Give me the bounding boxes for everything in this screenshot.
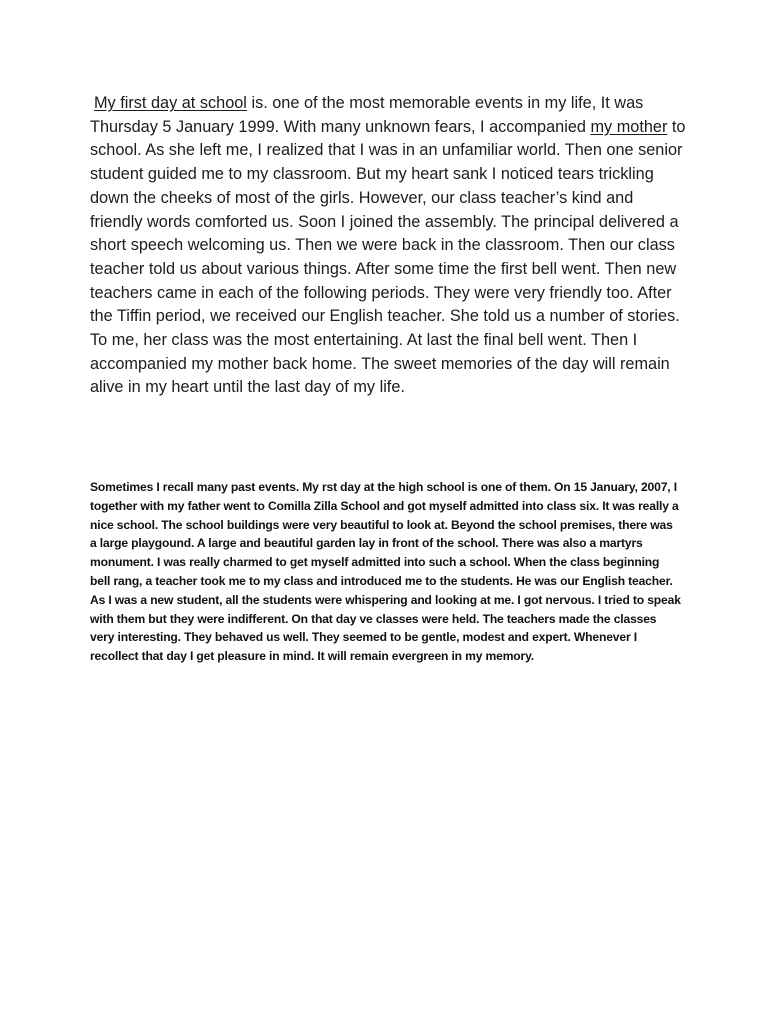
paragraph-1-text-a: is. one of the most memorable events in my life, It was Thursday 5 January 1999. With many unknown fears, I accompanied <box>90 94 644 136</box>
paragraph-1-text-b: to school. As she left me, I realized that I was in an unfamiliar world. Then one senior student guided me to my classroom. But my heart sank I noticed tears trickling down the cheeks of most of the girls. However, our class teacher’s kind and friendly words comforted us. Soon I joined the assembly. The principal delivered a short speech welcoming us. Then we were back in the classroom. Then our class teacher told us about various things. After some time the first bell went. Then new teachers came in each of the following periods. They were very friendly too. After the Tiffin period, we received our English teacher. She told us a number of stories. To me, her class was the most entertaining. At last the final bell went. Then I accompanied my mother back home. The sweet memories of the day will remain alive in my heart until the last day of my life. <box>90 117 686 397</box>
essay-paragraph-1 <box>90 92 690 400</box>
underlined-phrase-my-mother: my mother <box>590 117 668 136</box>
essay-paragraph-2: Sometimes I recall many past events. My rst day at the high school is one of them. On 15 January, 2007, I together with my father went to Comilla Zilla School and got myself admitted into class six. It was really a nice school. The school buildings were very beautiful to look at. Beyond the school premises, there was a large playgound. A large and beautiful garden lay in front of the school. There was also a martyrs monument. I was really charmed to get myself admitted into such a school. When the class beginning bell rang, a teacher took me to my class and introduced me to the students. He was our English teacher. As I was a new student, all the students were whispering and looking at me. I got nervous. I tried to speak with them but they were indifferent. On that day ve classes were held. The teachers made the classes very interesting. They behaved us well. They seemed to be gentle, modest and expert. Whenever I recollect that day I get pleasure in mind. It will remain evergreen in my memory. <box>90 480 681 664</box>
underlined-phrase-first-day: My first day at school <box>94 94 247 112</box>
